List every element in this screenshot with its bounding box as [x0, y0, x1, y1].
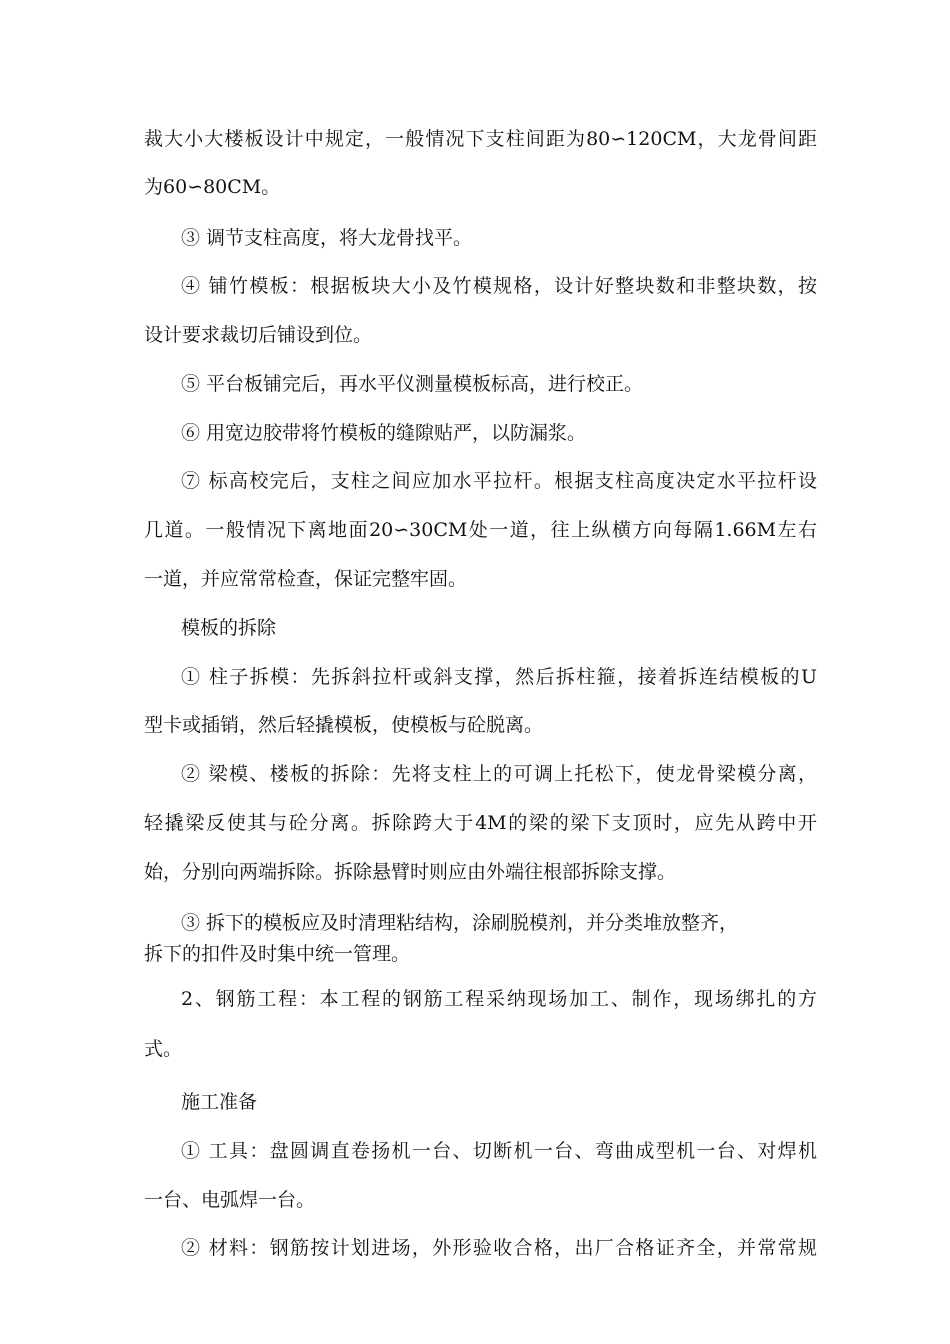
paragraph-line: ① 柱子拆模：先拆斜拉杆或斜支撑，然后拆柱箍，接着拆连结模板的U [181, 666, 817, 688]
paragraph-line: 设计要求裁切后铺设到位。 [144, 324, 373, 346]
paragraph-line: 裁大小大楼板设计中规定，一般情况下支柱间距为80∽120CM，大龙骨间距 [144, 128, 817, 150]
section-heading: 模板的拆除 [181, 617, 277, 639]
paragraph-line: ⑦ 标高校完后，支柱之间应加水平拉杆。根据支柱高度决定水平拉杆设 [181, 470, 817, 492]
paragraph-line: 2、钢筋工程：本工程的钢筋工程采纳现场加工、制作，现场绑扎的方 [181, 988, 817, 1010]
section-heading: 施工准备 [181, 1091, 258, 1113]
paragraph-line: ① 工具：盘圆调直卷扬机一台、切断机一台、弯曲成型机一台、对焊机 [181, 1140, 817, 1162]
paragraph-line: ③ 拆下的模板应及时清理粘结构，涂刷脱模剂，并分类堆放整齐， [181, 912, 739, 934]
paragraph-line: ⑤ 平台板铺完后，再水平仪测量模板标高，进行校正。 [181, 373, 644, 395]
paragraph-line: 型卡或插销，然后轻撬模板，使模板与砼脱离。 [144, 714, 544, 736]
paragraph-line: 始，分别向两端拆除。拆除悬臂时则应由外端往根部拆除支撑。 [144, 861, 677, 883]
paragraph-line: 拆下的扣件及时集中统一管理。 [144, 943, 411, 965]
paragraph-line: ③ 调节支柱高度，将大龙骨找平。 [181, 227, 473, 249]
paragraph-line: ⑥ 用宽边胶带将竹模板的缝隙贴严，以防漏浆。 [181, 422, 587, 444]
paragraph-line: ② 梁模、楼板的拆除：先将支柱上的可调上托松下，使龙骨梁模分离， [181, 763, 817, 785]
paragraph-line: ② 材料：钢筋按计划进场，外形验收合格，出厂合格证齐全，并常常规 [181, 1237, 817, 1259]
paragraph-line: 几道。一般情况下离地面20∽30CM处一道，往上纵横方向每隔1.66M左右 [144, 519, 817, 541]
paragraph-line: 一道，并应常常检查，保证完整牢固。 [144, 568, 468, 590]
paragraph-line: 为60∽80CM。 [144, 176, 281, 198]
paragraph-line: ④ 铺竹模板：根据板块大小及竹模规格，设计好整块数和非整块数，按 [181, 275, 817, 297]
paragraph-line: 轻撬梁反使其与砼分离。拆除跨大于4M的梁的梁下支顶时，应先从跨中开 [144, 812, 817, 834]
paragraph-line: 一台、电弧焊一台。 [144, 1189, 316, 1211]
paragraph-line: 式。 [144, 1038, 183, 1060]
